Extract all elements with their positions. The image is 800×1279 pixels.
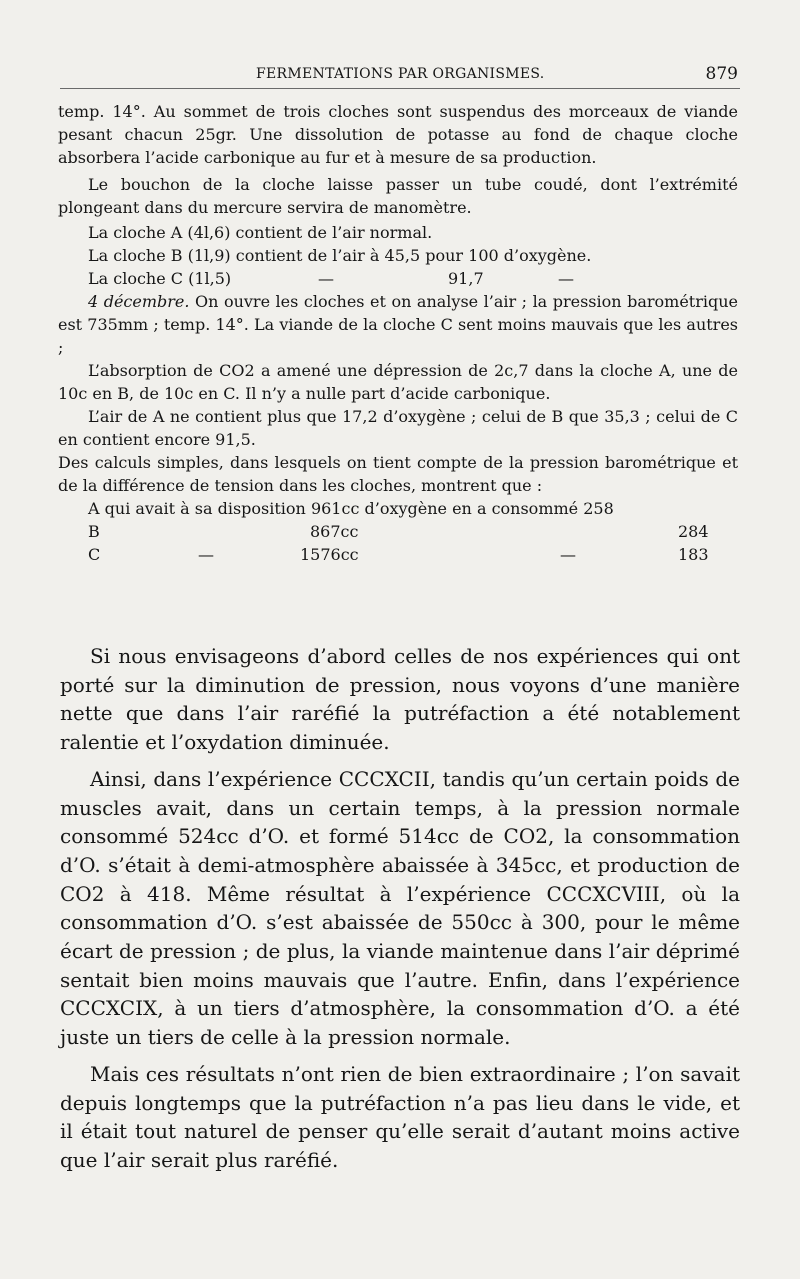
result-row-c: [88, 543, 738, 566]
bell-c-value: 91,7: [448, 269, 484, 288]
result-row-c-label: C: [88, 545, 101, 564]
result-row-b: [88, 520, 738, 543]
experiment-protocol: [58, 100, 739, 566]
result-row-a: [88, 497, 738, 520]
analysis-paragraph: [58, 290, 738, 359]
main-paragraph-2: Ainsi, dans l’expérience CCCXCII, tandis qu’un certain poids de muscles avait, dans un certain temps, à la pression normale consommé 524cc d’O. et formé 514cc de CO2, la consommation d’O. s’était à demi-atmosphère abaissée à 345cc, et production de CO2 à 418. Même résultat à l’expérience CCCXCVIII, où la consommation d’O. s’est abaissée de 550cc à 300, pour le même écart de pression ; de plus, la viande maintenue dans l’air déprimé sentait bien moins mauvais que l’autre. Enfin, dans l’expérience CCCXCIX, à un tiers d’atmosphère, la consommation d’O. a été juste un tiers de celle à la pression normale.: [60, 766, 740, 1050]
bell-b-line: La cloche B (1l,9) contient de l’air à 45,5 pour 100 d’oxygène.: [88, 246, 592, 265]
absorption-paragraph: L’absorption de CO2 a amené une dépression de 2c,7 dans la cloche A, une de 10c en B, de 10c en C. Il n’y a nulle part d’acide carbonique.: [58, 361, 738, 403]
bell-c-dash-2: —: [558, 269, 574, 288]
bell-c-label: La cloche C (1l,5): [88, 269, 232, 288]
oxygen-content-paragraph: L’air de A ne contient plus que 17,2 d’oxygène ; celui de B que 35,3 ; celui de C en contient encore 91,5.: [58, 407, 738, 449]
result-row-c-value: 1576cc: [300, 545, 359, 564]
result-row-c-result: 183: [678, 545, 709, 564]
analysis-date: 4 décembre.: [88, 292, 190, 311]
result-row-b-label: B: [88, 522, 100, 541]
main-paragraph-1: Si nous envisageons d’abord celles de nos expériences qui ont porté sur la diminution de pression, nous voyons d’une manière nette que dans l’air raréfié la putréfaction a été notablement ralentie et l’oxydation diminuée.: [60, 644, 740, 755]
result-row-b-value: 867cc: [310, 522, 359, 541]
result-row-b-result: 284: [678, 522, 709, 541]
bell-a-line: La cloche A (4l,6) contient de l’air normal.: [88, 223, 433, 242]
bell-c-dash: —: [318, 269, 334, 288]
bell-c-line: [88, 267, 738, 290]
calculation-paragraph: Des calculs simples, dans lesquels on tient compte de la pression barométrique et de la différence de tension dans les cloches, montrent que :: [58, 453, 738, 495]
analysis-text: On ouvre les cloches et on analyse l’air ; la pression barométrique est 735mm ; temp. 14°. La viande de la cloche C sent moins mauvais que les autres ;: [58, 292, 739, 357]
protocol-paragraph-manometer: Le bouchon de la cloche laisse passer un tube coudé, dont l’extrémité plongeant dans du mercure servira de manomètre.: [58, 175, 738, 217]
result-row-c-dash: —: [198, 545, 214, 564]
result-row-c-dash-2: —: [560, 545, 576, 564]
protocol-paragraph-setup: temp. 14°. Au sommet de trois cloches sont suspendus des morceaux de viande pesant chacun 25gr. Une dissolution de potasse au fond de chaque cloche absorbera l’acide carbonique au fur et à mesure de sa production.: [58, 102, 738, 167]
page-number: 879: [705, 64, 738, 84]
running-head: [60, 66, 740, 89]
result-row-a-text: A qui avait à sa disposition 961cc d’oxygène en a consommé 258: [88, 499, 614, 518]
main-paragraph-3: Mais ces résultats n’ont rien de bien extraordinaire ; l’on savait depuis longtemps que la putréfaction n’a pas lieu dans le vide, et il était tout naturel de penser qu’elle serait d’autant moins active que l’air serait plus raréfié.: [60, 1061, 740, 1172]
main-text: [60, 642, 740, 1183]
running-title: FERMENTATIONS PAR ORGANISMES.: [256, 66, 545, 82]
